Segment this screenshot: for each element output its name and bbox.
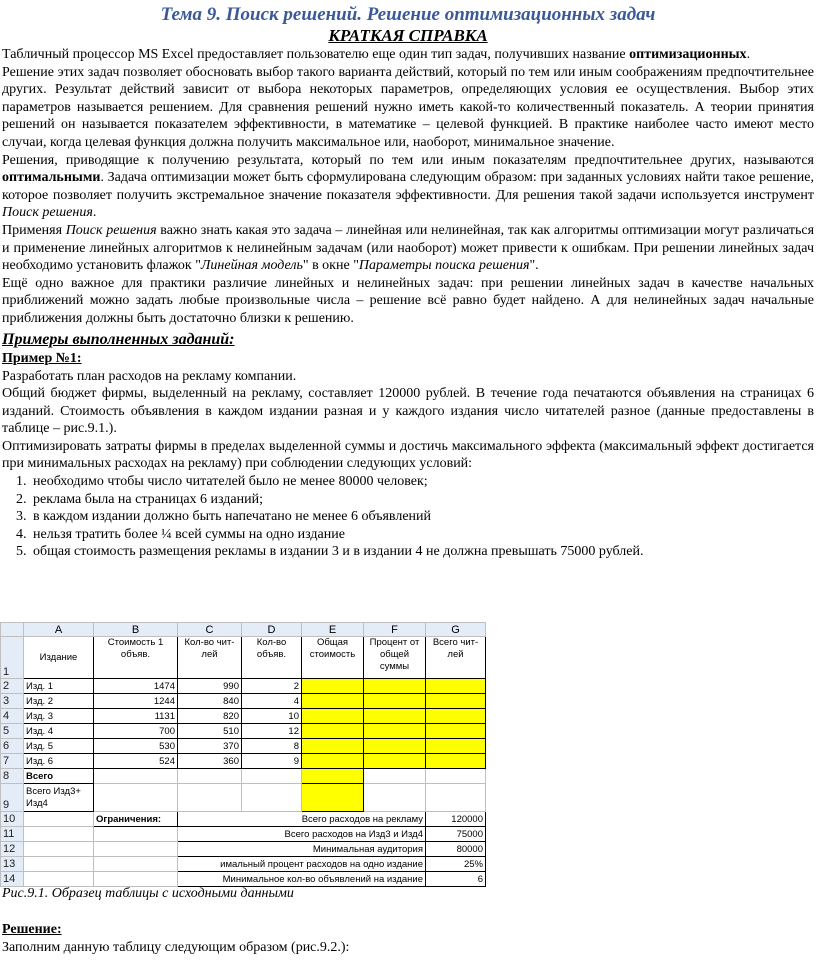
intro-paragraph-4: Применяя Поиск решения важно знать какая это задача – линейная или нелинейная, так как алгоритмы оптимизации могут различаться и применение линейных алгоритмов к нелинейным задачам (или наоборот) может привести к ошибкам. При решении линейных задач необходимо установить флажок "Линейная модель" в окне "Параметры поиска решения".: [2, 222, 815, 274]
cell-ads: 12: [242, 724, 302, 739]
row-number: 10: [1, 812, 24, 827]
intro-paragraph-3: Решения, приводящие к получению результата, который по тем или иным показателям предпочтительнее других, называются оптимальными. Задача оптимизации может быть сформулирована следующим образом: при заданных условиях найти такое решение, которое позволяет получить экстремальное значение показателя эффективности. Для решения такой задачи используется инструмент Поиск решения.: [2, 152, 814, 221]
cell-empty: [24, 827, 94, 842]
table-row: [1, 679, 486, 694]
cell-cost: 1474: [94, 679, 178, 694]
column-header: A: [24, 623, 94, 637]
row-number: 11: [1, 827, 24, 842]
table-row: [1, 769, 486, 784]
example-budget: Общий бюджет фирмы, выделенный на рекламу, составляет 120000 рублей. В течение года печатаются объявления на страницах 6 изданий. Стоимость объявления в каждом издании разная и у каждого издания число читателей разное (данные предоставлены в таблице – рис.9.1.).: [2, 386, 814, 437]
header-cell: Издание: [24, 637, 94, 679]
cell-name: Изд. 5: [24, 739, 94, 754]
corner-cell: [1, 623, 24, 637]
header-cell: Кол-во объяв.: [242, 637, 302, 679]
cell-empty: [302, 769, 364, 784]
cell-empty: [364, 769, 426, 784]
cell-name: Изд. 3: [24, 709, 94, 724]
cell-ads: 4: [242, 694, 302, 709]
row-number: 8: [1, 769, 24, 784]
table-row: [1, 812, 486, 827]
constraint-value: 80000: [426, 842, 486, 857]
constraint-value: 120000: [426, 812, 486, 827]
header-cell: Стоимость 1 объяв.: [94, 637, 178, 679]
cell-empty: [302, 709, 364, 724]
row-number: 7: [1, 754, 24, 769]
cell-readers: 840: [178, 694, 242, 709]
table-row: [1, 694, 486, 709]
column-header: E: [302, 623, 364, 637]
example-task: Разработать план расходов на рекламу компании.: [2, 368, 297, 384]
constraints-label: Ограничения:: [94, 812, 178, 827]
cell-empty: [302, 724, 364, 739]
column-header-row: [1, 623, 486, 637]
page-subtitle: КРАТКАЯ СПРАВКА: [328, 26, 488, 45]
column-header: F: [364, 623, 426, 637]
cell-ads: 9: [242, 754, 302, 769]
header-cell: Процент от общей суммы: [364, 637, 426, 679]
row-number: 12: [1, 842, 24, 857]
cell-ads: 8: [242, 739, 302, 754]
cell-name: Изд. 4: [24, 724, 94, 739]
page-title: Тема 9. Поиск решений. Решение оптимизационных задач: [160, 4, 656, 25]
table-row: [1, 754, 486, 769]
cell-empty: [94, 784, 178, 812]
cell-empty: [302, 739, 364, 754]
row-number: 4: [1, 709, 24, 724]
cell-empty: [24, 842, 94, 857]
column-header: G: [426, 623, 486, 637]
cell-empty: [426, 784, 486, 812]
cell-empty: [364, 784, 426, 812]
examples-heading: Примеры выполненных заданий:: [2, 330, 235, 348]
cell-readers: 510: [178, 724, 242, 739]
example-optimize: Оптимизировать затраты фирмы в пределах выделенной суммы и достичь максимального эффекта (максимальный эффект достигается при минимальных расходах на рекламу) при соблюдении следующих условий:: [2, 438, 814, 472]
cell-readers: 990: [178, 679, 242, 694]
cell-empty: [94, 857, 178, 872]
cell-empty: [426, 769, 486, 784]
cell-empty: [426, 694, 486, 709]
condition-item: 2. реклама была на страницах 6 изданий;: [30, 491, 816, 509]
header-cell: Всего чит-лей: [426, 637, 486, 679]
cell-readers: 360: [178, 754, 242, 769]
condition-item: 1. необходимо чтобы число читателей было не менее 80000 человек;: [30, 473, 816, 491]
spreadsheet-table: [0, 622, 486, 887]
table-row: [1, 739, 486, 754]
cell-empty: [302, 754, 364, 769]
cell-empty: [94, 827, 178, 842]
cell-empty: [426, 739, 486, 754]
constraint-label: Всего расходов на Изд3 и Изд4: [178, 827, 426, 842]
constraint-label: Минимальная аудитория: [178, 842, 426, 857]
table-row: [1, 784, 486, 812]
cell-empty: [364, 694, 426, 709]
cell-empty: [94, 769, 178, 784]
cell-empty: [364, 754, 426, 769]
cell-ads: 2: [242, 679, 302, 694]
solution-label: Решение:: [2, 922, 62, 937]
cell-cost: 530: [94, 739, 178, 754]
intro-paragraph-1: Табличный процессор MS Excel предоставляет пользователю еще один тип задач, получивших название оптимизационных.: [2, 47, 751, 62]
cell-empty: [24, 812, 94, 827]
constraint-label: имальный процент расходов на одно издание: [178, 857, 426, 872]
cell-empty: [24, 872, 94, 887]
table-row: [1, 827, 486, 842]
column-header: C: [178, 623, 242, 637]
conditions-list: [0, 473, 816, 561]
row-number: 2: [1, 679, 24, 694]
row-number: 14: [1, 872, 24, 887]
row-number: 6: [1, 739, 24, 754]
cell-empty: [426, 754, 486, 769]
constraint-label: Всего расходов на рекламу: [178, 812, 426, 827]
table-row: [1, 709, 486, 724]
table-row: [1, 637, 486, 679]
cell-name: Изд. 2: [24, 694, 94, 709]
cell-cost: 1244: [94, 694, 178, 709]
condition-item: 3. в каждом издании должно быть напечатано не менее 6 объявлений: [30, 508, 816, 526]
example-1-label: Пример №1:: [2, 350, 82, 366]
condition-item: 5. общая стоимость размещения рекламы в издании 3 и в издании 4 не должна превышать 75000 рублей.: [30, 543, 816, 561]
cell-readers: 370: [178, 739, 242, 754]
cell-ads: 10: [242, 709, 302, 724]
total34-label: Всего Изд3+ Изд4: [24, 784, 94, 812]
header-cell: Общая стоимость: [302, 637, 364, 679]
cell-empty: [24, 857, 94, 872]
cell-name: Изд. 6: [24, 754, 94, 769]
table-row: [1, 872, 486, 887]
figure-caption: Рис.9.1. Образец таблицы с исходными данными: [2, 886, 294, 901]
constraint-label: Минимальное кол-во объявлений на издание: [178, 872, 426, 887]
cell-empty: [302, 694, 364, 709]
cell-empty: [94, 842, 178, 857]
condition-item: 4. нельзя тратить более ¼ всей суммы на одно издание: [30, 526, 816, 544]
spreadsheet-figure: [0, 622, 494, 887]
cell-cost: 524: [94, 754, 178, 769]
cell-empty: [364, 679, 426, 694]
cell-empty: [426, 724, 486, 739]
cell-empty: [178, 784, 242, 812]
row-number: 9: [1, 784, 24, 812]
cell-empty: [242, 784, 302, 812]
row-number: 3: [1, 694, 24, 709]
cell-cost: 1131: [94, 709, 178, 724]
cell-empty: [426, 709, 486, 724]
cell-empty: [364, 724, 426, 739]
column-header: B: [94, 623, 178, 637]
column-header: D: [242, 623, 302, 637]
row-number: 5: [1, 724, 24, 739]
solution-text: Заполним данную таблицу следующим образом (рис.9.2.):: [2, 940, 350, 955]
constraint-value: 25%: [426, 857, 486, 872]
row-number: 13: [1, 857, 24, 872]
intro-paragraph-5: Ещё одно важное для практики различие линейных и нелинейных задач: при решении линейных задач в качестве начальных приближений можно задать любые произвольные числа – решение всё равно будет найдено. А для нелинейных задач начальные приближения должны быть достаточно близки к решению.: [2, 275, 814, 326]
intro-paragraph-2: Решение этих задач позволяет обосновать выбор такого варианта действий, который по тем или иным соображениям предпочтительнее других. Результат действий зависит от выбора некоторых параметров, определяющих условия ее осуществления. Выбор этих параметров называется решением. Для сравнения решений нужно иметь какой-то количественный показатель. А теории принятия решений он называется показателем эффективности, в математике – целевой функцией. В практике наиболее часто имеют место случаи, когда целевая функция должна получить максимальное или, наоборот, минимальное значение.: [2, 64, 814, 150]
cell-empty: [302, 679, 364, 694]
constraint-value: 75000: [426, 827, 486, 842]
constraint-value: 6: [426, 872, 486, 887]
cell-empty: [426, 679, 486, 694]
header-cell: Кол-во чит-лей: [178, 637, 242, 679]
cell-empty: [178, 769, 242, 784]
cell-empty: [242, 769, 302, 784]
row-number: 1: [1, 637, 24, 679]
cell-cost: 700: [94, 724, 178, 739]
table-row: [1, 857, 486, 872]
cell-empty: [364, 739, 426, 754]
table-row: [1, 724, 486, 739]
cell-name: Изд. 1: [24, 679, 94, 694]
cell-empty: [94, 872, 178, 887]
cell-empty: [302, 784, 364, 812]
cell-empty: [364, 709, 426, 724]
table-row: [1, 842, 486, 857]
cell-readers: 820: [178, 709, 242, 724]
total-label: Всего: [24, 769, 94, 784]
